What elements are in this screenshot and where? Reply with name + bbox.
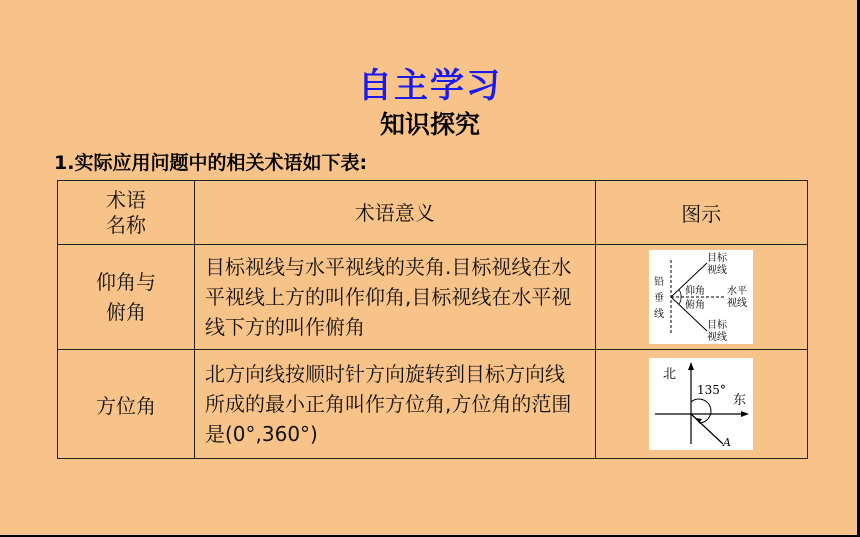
term-cell <box>58 245 195 350</box>
elevation-depression-diagram <box>649 250 753 344</box>
fig-label-target-top-1: 目标 <box>707 253 728 264</box>
fig-label-vertical-3: 线 <box>654 309 665 320</box>
terms-table <box>57 180 808 459</box>
page-title: 自主学习 <box>358 66 502 106</box>
fig-label-horizontal-1: 水平 <box>727 286 748 297</box>
fig-label-point-a: A <box>723 436 732 449</box>
header-term-line2: 名称 <box>105 212 146 237</box>
fig-label-horizontal-2: 视线 <box>727 298 748 309</box>
term-line2: 俯角 <box>105 300 146 324</box>
fig-label-target-bottom-2: 视线 <box>707 332 728 343</box>
term-line1: 仰角与 <box>95 270 156 294</box>
fig-label-east: 东 <box>733 393 747 408</box>
fig-label-vertical-2: 垂 <box>654 293 665 304</box>
table-header-row <box>58 181 808 245</box>
figure-cell <box>595 350 807 459</box>
fig-label-target-bottom-1: 目标 <box>707 320 728 331</box>
table-row <box>58 245 808 350</box>
header-figure: 图示 <box>595 181 807 245</box>
fig-label-north: 北 <box>663 367 677 382</box>
fig-label-elevation: 仰角 <box>685 286 706 297</box>
header-term-line1: 术语 <box>105 187 146 212</box>
fig-label-depression: 俯角 <box>685 300 706 311</box>
term-cell: 方位角 <box>58 350 195 459</box>
meaning-cell: 目标视线与水平视线的夹角.目标视线在水平视线上方的叫作仰角,目标视线在水平视线下方的叫作俯角 <box>194 245 595 350</box>
header-meaning: 术语意义 <box>194 181 595 245</box>
header-term <box>58 181 195 245</box>
intro-text: 1.实际应用问题中的相关术语如下表: <box>54 152 368 174</box>
meaning-cell: 北方向线按顺时针方向旋转到目标方向线所成的最小正角叫作方位角,方位角的范围是(0°,360°) <box>194 350 595 459</box>
fig-label-target-top-2: 视线 <box>707 265 728 276</box>
section-subtitle: 知识探究 <box>379 110 480 139</box>
figure-cell <box>595 245 807 350</box>
fig-label-angle: 135° <box>697 383 727 397</box>
fig-label-vertical-1: 铅 <box>654 277 665 288</box>
azimuth-diagram <box>649 358 753 450</box>
table-row <box>58 350 808 459</box>
